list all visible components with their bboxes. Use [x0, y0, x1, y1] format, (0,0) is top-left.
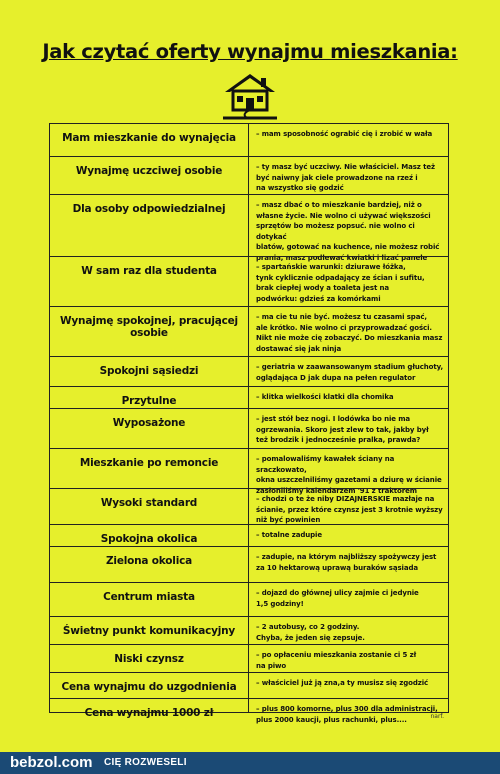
table-row — [50, 616, 448, 644]
phrase-meaning: – po opłaceniu mieszkania zostanie ci 5 zł na piwo — [256, 651, 417, 670]
site-footer-bar — [0, 752, 500, 774]
offer-phrase: Wyposażone — [112, 417, 186, 429]
table-row — [50, 156, 448, 194]
phrase-meaning: – ty masz być uczciwy. Nie właściciel. Masz też być naiwny jak ciele prowadzone na rzeź i na wszystko się godzić — [256, 163, 435, 192]
table-row — [50, 306, 448, 356]
offer-phrase: Wysoki standard — [100, 497, 198, 509]
table-row — [50, 546, 448, 582]
phrase-meaning: – właściciel już ją zna,a ty musisz się zgodzić — [256, 679, 429, 687]
offer-phrase: Dla osoby odpowiedzialnej — [72, 203, 226, 215]
offer-phrase: W sam raz dla studenta — [81, 265, 217, 277]
table-row — [50, 644, 448, 672]
table-row — [50, 672, 448, 698]
offer-phrase: Mieszkanie po remoncie — [79, 457, 219, 469]
offer-phrase: Centrum miasta — [103, 591, 195, 603]
table-row — [50, 582, 448, 616]
phrase-meaning: – geriatria w zaawansowanym stadium głuchoty, oglądająca D jak dupa na pełen regulator — [256, 363, 444, 382]
offer-phrase: Niski czynsz — [114, 653, 184, 665]
site-logo-link[interactable]: bebzol.com — [10, 754, 93, 771]
table-row — [50, 194, 448, 262]
phrase-meaning: – plus 800 komorne, plus 300 dla administracji, plus 2000 kaucji, plus rachunki, plus.... — [256, 705, 438, 724]
table-row — [50, 356, 448, 386]
offer-phrase: Cena wynajmu do uzgodnienia — [61, 681, 237, 693]
offer-phrase: Spokojni sąsiedzi — [99, 365, 199, 377]
phrase-meaning: – totalne zadupie — [256, 531, 322, 539]
offer-phrase: Wynajmę spokojnej, pracującej osobie — [60, 315, 238, 339]
offer-phrase: Wynajmę uczciwej osobie — [75, 165, 223, 177]
phrase-meaning: – zadupie, na którym najbliższy spożywczy jest za 10 hektarową uprawą buraków sąsiada — [256, 553, 437, 572]
phrase-meaning: – klitka wielkości klatki dla chomika — [256, 393, 394, 401]
offer-phrase: Spokojna okolica — [100, 533, 198, 545]
offer-phrase: Zielona okolica — [106, 555, 192, 567]
phrase-meaning: – spartańskie warunki: dziurawe łóżka, tynk cyklicznie odpadający ze ścian i sufitu, brak ciepłej wody a toaleta jest na podwórku: gdzieś za komórkami — [256, 263, 425, 303]
phrase-meaning: – chodzi o te że niby DIZAJNERSKIE mazłaje na ścianie, przez które czynsz jest 3 krotnie wyższy niż być powinien — [256, 495, 443, 524]
phrase-meaning: – ma cie tu nie być. możesz tu czasami spać, ale krótko. Nie wolno ci przyprowadzać gości. Nikt nie może cię zobaczyć. Do mieszkania masz dostawać się jak ninja — [256, 313, 443, 353]
table-row — [50, 124, 448, 156]
phrase-meaning: – pomalowaliśmy kawałek ściany na sraczkowato, okna uszczelniliśmy gazetami a dziurę w ścianie zasłoniliśmy kalendarzem '91 z traktorem — [256, 455, 442, 495]
author-credit: narf. — [430, 713, 444, 720]
table-row — [50, 488, 448, 524]
phrase-meaning: – 2 autobusy, co 2 godziny. Chyba, że jeden się zepsuje. — [256, 623, 365, 642]
offer-phrase: Mam mieszkanie do wynajęcia — [62, 132, 236, 144]
offer-phrase: Cena wynajmu 1000 zł — [84, 707, 214, 719]
offer-phrase: Przytulne — [121, 395, 177, 407]
offer-phrase: Świetny punkt komunikacyjny — [62, 625, 236, 637]
site-slogan: CIĘ ROZWESELI — [104, 757, 187, 768]
page-title: Jak czytać oferty wynajmu mieszkania: — [42, 40, 458, 63]
phrase-meaning: – dojazd do głównej ulicy zajmie ci jedynie 1,5 godziny! — [256, 589, 419, 608]
table-row — [50, 448, 448, 495]
table-row — [50, 256, 448, 306]
table-row — [50, 408, 448, 448]
house-icon — [221, 72, 279, 120]
phrase-meaning: – jest stół bez nogi. I lodówka bo nie ma ogrzewania. Skoro jest zlew to tak, jakby był też brodzik i jednocześnie pralka, prawda? — [256, 415, 429, 444]
phrase-meaning: – mam sposobność ograbić cię i zrobić w wała — [256, 130, 433, 138]
table-row — [50, 698, 448, 732]
table-row — [50, 386, 448, 408]
phrase-meaning: – masz dbać o to mieszkanie bardziej, niż o własne życie. Nie wolno ci używać większości sprzętów bo możesz popsuć. nie wolno ci dotykać blatów, gotować na kuchence, nie możesz robić prania, masz podlewać kwiatki i lizać panele — [256, 201, 440, 262]
table-row — [50, 524, 448, 546]
